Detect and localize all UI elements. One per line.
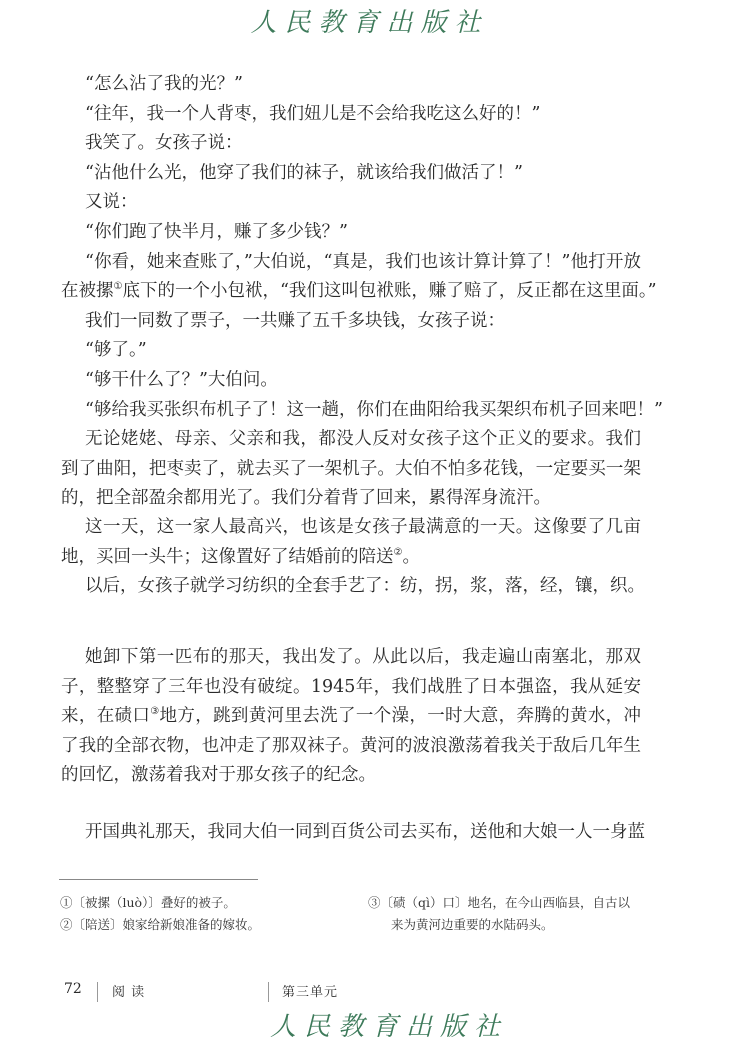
text-segment: “你们跑了快半月，赚了多少钱？” — [85, 222, 348, 242]
paragraph — [61, 336, 641, 366]
text-segment: 无论姥姥、母亲、父亲和我，都没人反对女孩子这个正义的要求。我们 — [85, 429, 641, 450]
footer-separator — [268, 982, 269, 1002]
text-segment: 到了曲阳，把枣卖了，就去买了一架机子。大伯不怕多花钱，一定要买一架 — [61, 458, 641, 479]
text-line — [61, 336, 641, 366]
text-segment: 的，把全部盈余都用光了。我们分着背了回来，累得浑身流汗。 — [61, 488, 551, 509]
paragraph — [61, 513, 641, 572]
paragraph — [61, 248, 657, 307]
paragraph — [61, 818, 645, 848]
text-line — [61, 248, 641, 278]
text-line — [61, 732, 641, 762]
text-segment: 她卸下第一匹布的那天，我出发了。从此以后，我走遍山南塞北，那双 — [85, 647, 641, 667]
footnote-1: ①〔被摞（luò）〕叠好的被子。 — [60, 895, 236, 910]
text-line — [61, 396, 663, 426]
paragraph — [61, 188, 641, 218]
paragraph — [61, 307, 641, 337]
text-segment: 子，整整穿了三年也没有破绽。1945年，我们战胜了日本强盗，我从延安 — [61, 676, 641, 697]
text-line — [61, 70, 641, 100]
text-line — [61, 761, 641, 791]
text-line — [61, 455, 641, 485]
footnote-marker: ① — [113, 281, 123, 293]
text-segment: 的回忆，激荡着我对于那女孩子的纪念。 — [61, 765, 376, 786]
footnote-divider — [59, 879, 258, 880]
text-segment: “你看，她来查账了，”大伯说，“真是，我们也该计算计算了！”他打开放 — [85, 251, 641, 272]
text-segment: 这一天，这一家人最高兴，也该是女孩子最满意的一天。这像要了几亩 — [85, 517, 641, 538]
text-line — [61, 425, 641, 455]
text-line — [61, 188, 641, 218]
footnote-marker: ② — [393, 546, 403, 558]
paragraph — [61, 366, 641, 396]
footer-unit: 第三单元 — [282, 985, 339, 1000]
text-segment: 开国典礼那天，我同大伯一同到百货公司去买布，送他和大娘一人一身蓝 — [85, 822, 645, 842]
footer-separator — [97, 982, 98, 1002]
footnote-3-continued: 来为黄河边重要的水陆码头。 — [391, 917, 554, 932]
text-line — [61, 129, 641, 159]
text-line — [61, 702, 641, 732]
text-segment: 我笑了。女孩子说： — [85, 133, 243, 154]
text-segment: 在被摞 — [61, 281, 114, 302]
footnote-marker: ③ — [150, 706, 160, 718]
paragraph — [61, 572, 645, 602]
text-segment: 地方，跳到黄河里去洗了一个澡，一时大意，奔腾的黄水，冲 — [159, 706, 641, 727]
text-segment: “怎么沾了我的光？” — [85, 74, 243, 94]
paragraph — [61, 159, 641, 189]
text-segment: 底下的一个小包袱，“我们这叫包袱账，赚了赔了，反正都在这里面。” — [122, 281, 657, 302]
text-line — [61, 543, 641, 573]
footnote-3: ③〔碛（qì）口〕地名，在今山西临县，自古以 — [368, 895, 631, 910]
text-segment: “沾他什么光，他穿了我们的袜子，就该给我们做活了！” — [85, 162, 523, 183]
paragraph — [61, 129, 641, 159]
text-line — [61, 366, 641, 396]
paragraph — [61, 100, 641, 130]
text-segment: 了我的全部衣物，也冲走了那双袜子。黄河的波浪激荡着我关于敌后几年生 — [61, 735, 641, 756]
text-segment: 。 — [402, 546, 420, 567]
text-line — [61, 643, 641, 673]
text-segment: 地，买回一头牛；这像置好了结婚前的陪送 — [61, 546, 394, 567]
text-segment: “够干什么了？”大伯问。 — [85, 370, 278, 390]
footnote-2: ②〔陪送〕娘家给新娘准备的嫁妆。 — [60, 917, 261, 932]
page-number: 72 — [64, 981, 82, 997]
text-line — [61, 218, 641, 248]
publisher-logo-top: 人民教育出版社 — [250, 8, 489, 38]
text-line — [61, 307, 641, 337]
text-segment: 以后，女孩子就学习纺织的全套手艺了：纺，拐，浆，落，经，镶，织。 — [85, 576, 645, 597]
text-segment: 我们一同数了票子，一共赚了五千多块钱，女孩子说： — [85, 310, 505, 331]
text-line — [61, 513, 641, 543]
text-line — [61, 277, 657, 307]
text-segment: “够给我买张织布机子了！这一趟，你们在曲阳给我买架织布机子回来吧！” — [85, 399, 663, 420]
text-segment: 又说： — [85, 192, 138, 213]
text-line — [61, 818, 645, 848]
paragraph — [61, 218, 641, 248]
text-segment: 来，在碛口 — [61, 706, 151, 727]
paragraph — [61, 70, 641, 100]
text-line — [61, 484, 641, 514]
text-line — [61, 673, 641, 703]
text-segment: “够了。” — [85, 340, 147, 361]
footer-section: 阅 读 — [112, 985, 146, 1000]
paragraph — [61, 425, 641, 514]
text-line — [61, 159, 641, 189]
text-segment: “往年，我一个人背枣，我们妞儿是不会给我吃这么好的！” — [85, 103, 541, 124]
paragraph — [61, 643, 641, 791]
text-line — [61, 572, 645, 602]
paragraph — [61, 396, 663, 426]
publisher-logo-bottom: 人民教育出版社 — [270, 1012, 509, 1042]
text-line — [61, 100, 641, 130]
